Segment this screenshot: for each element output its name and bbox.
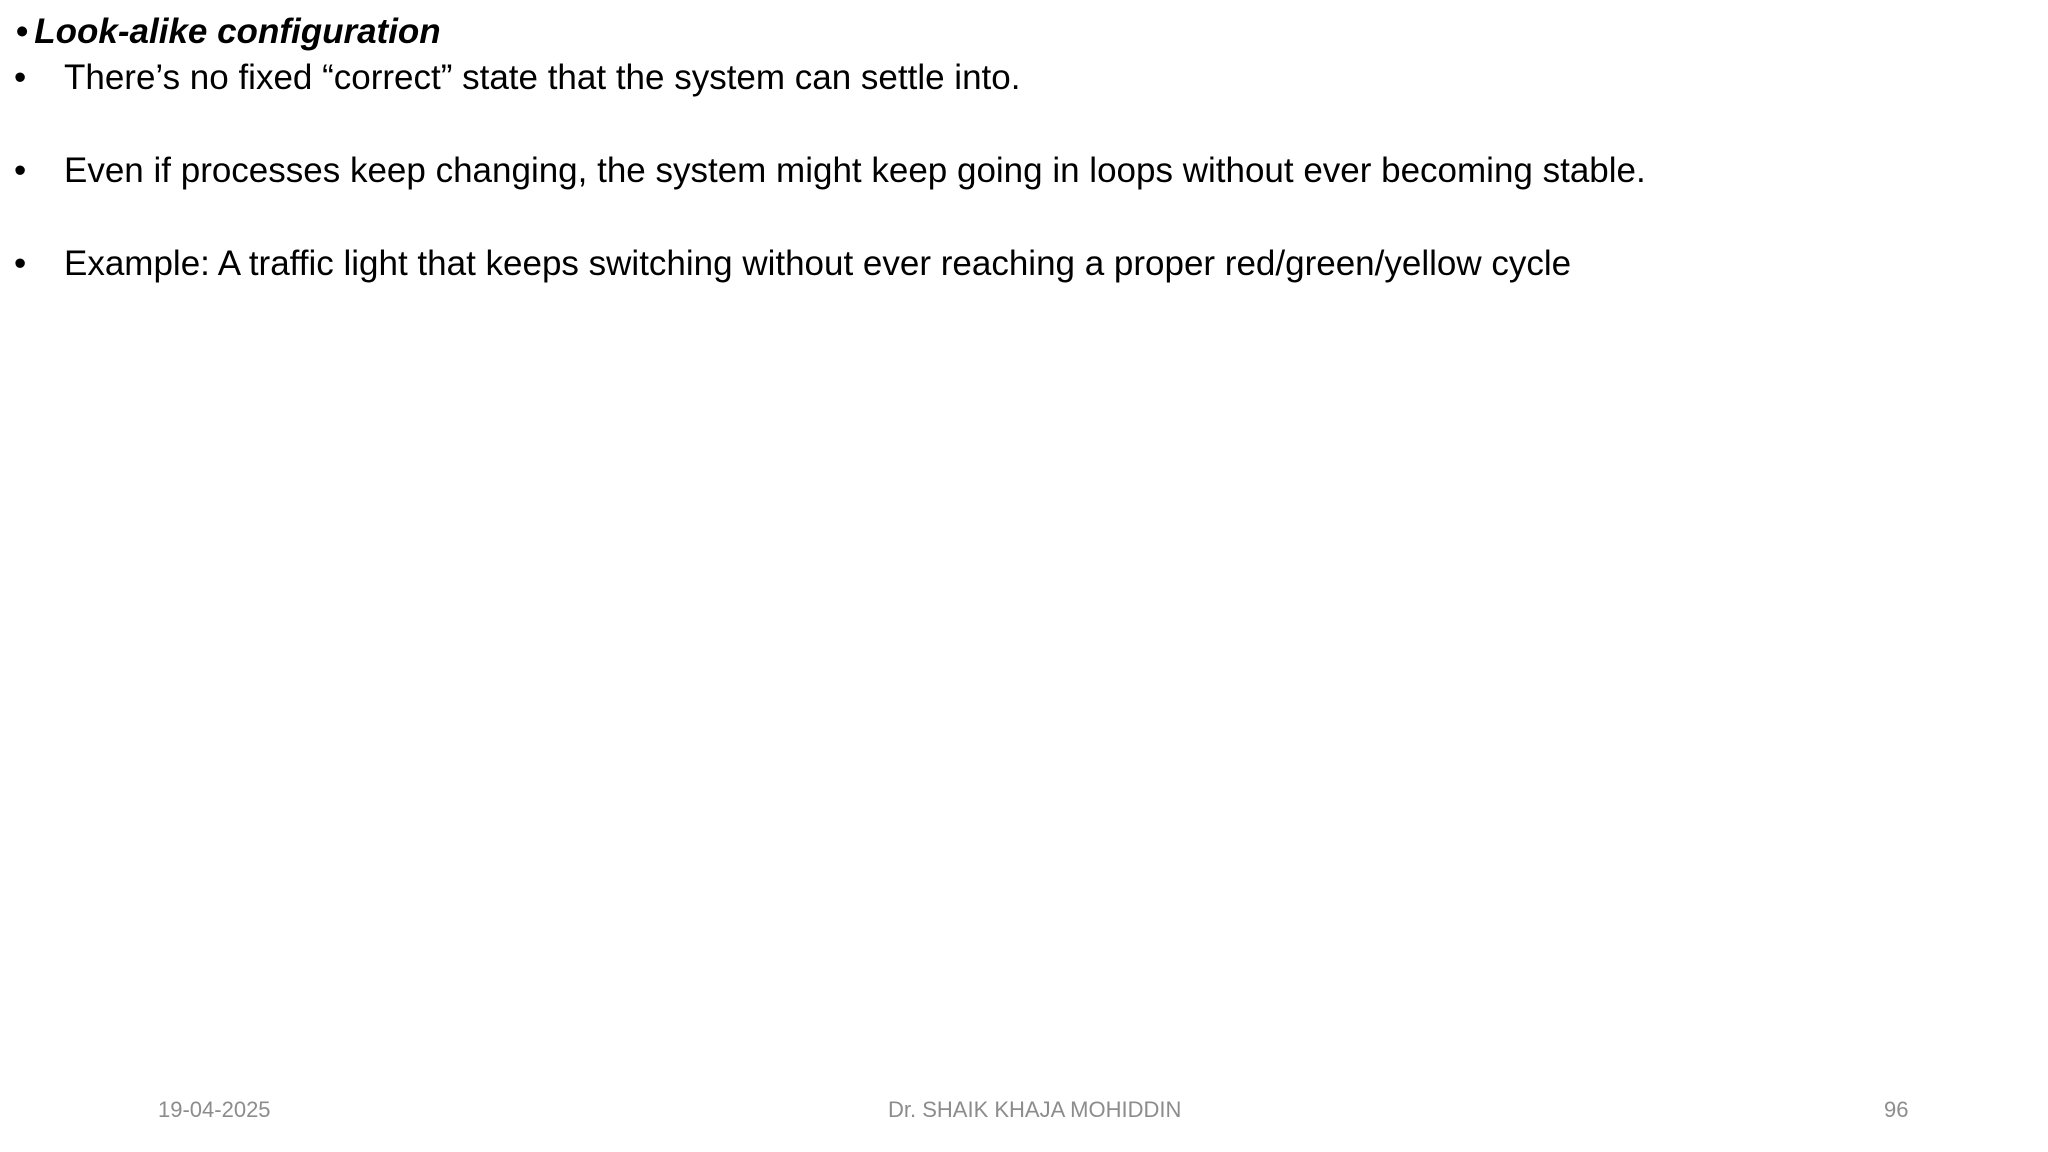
bullet-text: Example: A traffic light that keeps switching without ever reaching a proper red/green/yellow cycle — [64, 244, 1572, 283]
slide-heading — [16, 8, 441, 56]
bullet-item — [14, 54, 2014, 102]
bullet-text: Even if processes keep changing, the system might keep going in loops without ever becoming stable. — [64, 151, 1646, 190]
footer-date: 19-04-2025 — [158, 1097, 271, 1122]
bullet-marker: • — [14, 244, 27, 283]
bullet-text: There’s no fixed “correct” state that the system can settle into. — [64, 58, 1021, 97]
heading-bullet: • — [16, 12, 29, 51]
heading-text: Look-alike configuration — [34, 12, 441, 51]
bullet-marker: • — [14, 151, 27, 190]
footer-page-number: 96 — [1884, 1097, 1909, 1122]
bullet-marker: • — [14, 58, 27, 97]
bullet-item — [14, 240, 2014, 288]
footer-author: Dr. SHAIK KHAJA MOHIDDIN — [888, 1097, 1182, 1122]
bullet-list — [14, 54, 2014, 333]
bullet-item — [14, 147, 2014, 195]
